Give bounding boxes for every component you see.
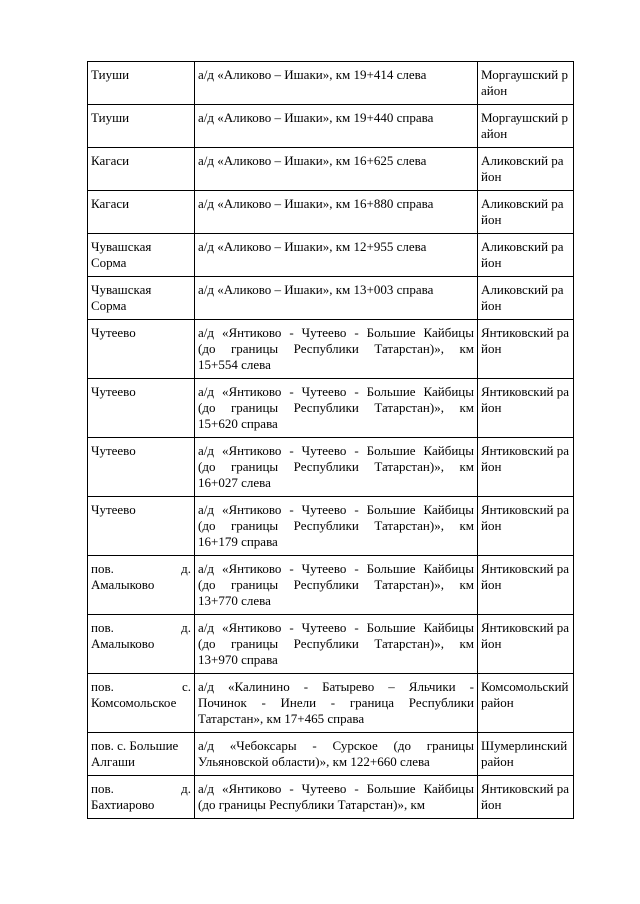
road-cell bbox=[195, 379, 478, 438]
district-cell bbox=[478, 615, 574, 674]
location-cell bbox=[88, 62, 195, 105]
road-text: а/д «Аликово – Ишаки», км 12+955 слева bbox=[198, 239, 427, 254]
location-cell bbox=[88, 234, 195, 277]
location-cell bbox=[88, 615, 195, 674]
table-body bbox=[88, 62, 574, 819]
location-text: Чутеево bbox=[91, 443, 136, 458]
road-text: (до границы Республики Татарстан)», км bbox=[198, 518, 474, 533]
road-text: (до границы Республики Татарстан)», км bbox=[198, 459, 474, 474]
road-text: а/д «Янтиково - Чутеево - Большие Кайбицы bbox=[198, 561, 474, 576]
road-text: 15+554 слева bbox=[198, 357, 271, 372]
road-text: 13+970 справа bbox=[198, 652, 278, 667]
district-cell bbox=[478, 62, 574, 105]
road-cell bbox=[195, 191, 478, 234]
road-cell bbox=[195, 556, 478, 615]
road-cell bbox=[195, 62, 478, 105]
roadside-locations-table bbox=[87, 61, 574, 819]
district-cell bbox=[478, 234, 574, 277]
table-row bbox=[88, 776, 574, 819]
road-text: а/д «Янтиково - Чутеево - Большие Кайбицы bbox=[198, 781, 474, 796]
table-row bbox=[88, 234, 574, 277]
road-cell bbox=[195, 776, 478, 819]
location-cell bbox=[88, 320, 195, 379]
location-text: Тиуши bbox=[91, 110, 130, 125]
district-text: Комсомольский район bbox=[481, 679, 569, 710]
table-row bbox=[88, 615, 574, 674]
district-cell bbox=[478, 733, 574, 776]
district-cell bbox=[478, 191, 574, 234]
road-cell bbox=[195, 105, 478, 148]
table-row bbox=[88, 105, 574, 148]
road-text: (до границы Республики Татарстан)», км bbox=[198, 797, 425, 812]
location-cell bbox=[88, 497, 195, 556]
district-text: Аликовский район bbox=[481, 196, 564, 227]
table-row bbox=[88, 556, 574, 615]
location-cell bbox=[88, 191, 195, 234]
location-cell bbox=[88, 277, 195, 320]
district-text: Янтиковский район bbox=[481, 781, 570, 812]
road-cell bbox=[195, 497, 478, 556]
location-cell bbox=[88, 674, 195, 733]
district-text: Шумерлинский район bbox=[481, 738, 568, 769]
road-text: а/д «Аликово – Ишаки», км 16+625 слева bbox=[198, 153, 427, 168]
district-cell bbox=[478, 379, 574, 438]
table-row bbox=[88, 62, 574, 105]
location-text: пов. д. bbox=[91, 561, 191, 576]
district-cell bbox=[478, 277, 574, 320]
district-cell bbox=[478, 438, 574, 497]
location-text: Тиуши bbox=[91, 67, 130, 82]
road-text: а/д «Аликово – Ишаки», км 19+414 слева bbox=[198, 67, 427, 82]
location-text: пов. д. bbox=[91, 781, 191, 796]
location-text: Комсомольское bbox=[91, 695, 177, 710]
location-cell bbox=[88, 733, 195, 776]
district-text: Аликовский район bbox=[481, 282, 564, 313]
road-text: (до границы Республики Татарстан)», км bbox=[198, 577, 474, 592]
location-text: пов. с. Большие bbox=[91, 738, 179, 753]
road-text: 13+770 слева bbox=[198, 593, 271, 608]
road-cell bbox=[195, 320, 478, 379]
road-cell bbox=[195, 733, 478, 776]
location-text: Бахтиарово bbox=[91, 797, 155, 812]
road-text: а/д «Янтиково - Чутеево - Большие Кайбицы bbox=[198, 384, 474, 399]
table-row bbox=[88, 148, 574, 191]
location-text: Сорма bbox=[91, 298, 127, 313]
road-text: а/д «Янтиково - Чутеево - Большие Кайбицы bbox=[198, 443, 474, 458]
location-cell bbox=[88, 438, 195, 497]
location-cell bbox=[88, 776, 195, 819]
road-cell bbox=[195, 674, 478, 733]
district-cell bbox=[478, 105, 574, 148]
location-cell bbox=[88, 379, 195, 438]
road-cell bbox=[195, 148, 478, 191]
district-cell bbox=[478, 148, 574, 191]
location-cell bbox=[88, 105, 195, 148]
road-text: а/д «Янтиково - Чутеево - Большие Кайбицы bbox=[198, 502, 474, 517]
location-text: Алгаши bbox=[91, 754, 135, 769]
road-text: а/д «Янтиково - Чутеево - Большие Кайбицы bbox=[198, 325, 474, 340]
location-text: Амалыково bbox=[91, 636, 155, 651]
road-cell bbox=[195, 615, 478, 674]
table-row bbox=[88, 277, 574, 320]
table-row bbox=[88, 320, 574, 379]
table-row bbox=[88, 438, 574, 497]
road-text: а/д «Аликово – Ишаки», км 13+003 справа bbox=[198, 282, 434, 297]
road-text: а/д «Калинино - Батырево – Яльчики - bbox=[198, 679, 474, 694]
location-text: Чувашская bbox=[91, 239, 152, 254]
location-cell bbox=[88, 556, 195, 615]
road-text: 16+027 слева bbox=[198, 475, 271, 490]
table-row bbox=[88, 379, 574, 438]
district-text: Янтиковский район bbox=[481, 502, 570, 533]
district-cell bbox=[478, 320, 574, 379]
table-row bbox=[88, 674, 574, 733]
road-text: (до границы Республики Татарстан)», км bbox=[198, 400, 474, 415]
district-text: Янтиковский район bbox=[481, 561, 570, 592]
road-text: а/д «Янтиково - Чутеево - Большие Кайбицы bbox=[198, 620, 474, 635]
road-text: 16+179 справа bbox=[198, 534, 278, 549]
road-text: (до границы Республики Татарстан)», км bbox=[198, 636, 474, 651]
road-text: Починок - Инели - граница Республики bbox=[198, 695, 474, 710]
road-text: 15+620 справа bbox=[198, 416, 278, 431]
district-cell bbox=[478, 556, 574, 615]
district-cell bbox=[478, 497, 574, 556]
district-text: Аликовский район bbox=[481, 239, 564, 270]
location-text: Чутеево bbox=[91, 384, 136, 399]
location-text: Амалыково bbox=[91, 577, 155, 592]
road-cell bbox=[195, 277, 478, 320]
table-row bbox=[88, 733, 574, 776]
location-text: Кагаси bbox=[91, 153, 130, 168]
location-text: Кагаси bbox=[91, 196, 130, 211]
district-text: Моргаушский район bbox=[481, 110, 568, 141]
district-text: Янтиковский район bbox=[481, 325, 570, 356]
location-text: пов. д. bbox=[91, 620, 191, 635]
district-cell bbox=[478, 674, 574, 733]
location-text: Сорма bbox=[91, 255, 127, 270]
location-text: Чутеево bbox=[91, 325, 136, 340]
district-text: Янтиковский район bbox=[481, 620, 570, 651]
location-text: пов. с. bbox=[91, 679, 191, 694]
road-text: а/д «Чебоксары - Сурское (до границы bbox=[198, 738, 474, 753]
district-text: Аликовский район bbox=[481, 153, 564, 184]
road-cell bbox=[195, 438, 478, 497]
location-text: Чутеево bbox=[91, 502, 136, 517]
district-cell bbox=[478, 776, 574, 819]
road-text: а/д «Аликово – Ишаки», км 19+440 справа bbox=[198, 110, 434, 125]
road-text: (до границы Республики Татарстан)», км bbox=[198, 341, 474, 356]
road-text: Татарстан», км 17+465 справа bbox=[198, 711, 365, 726]
table-row bbox=[88, 191, 574, 234]
district-text: Моргаушский район bbox=[481, 67, 568, 98]
road-text: а/д «Аликово – Ишаки», км 16+880 справа bbox=[198, 196, 434, 211]
table-row bbox=[88, 497, 574, 556]
district-text: Янтиковский район bbox=[481, 443, 570, 474]
road-text: Ульяновской области)», км 122+660 слева bbox=[198, 754, 430, 769]
location-text: Чувашская bbox=[91, 282, 152, 297]
road-cell bbox=[195, 234, 478, 277]
location-cell bbox=[88, 148, 195, 191]
district-text: Янтиковский район bbox=[481, 384, 570, 415]
